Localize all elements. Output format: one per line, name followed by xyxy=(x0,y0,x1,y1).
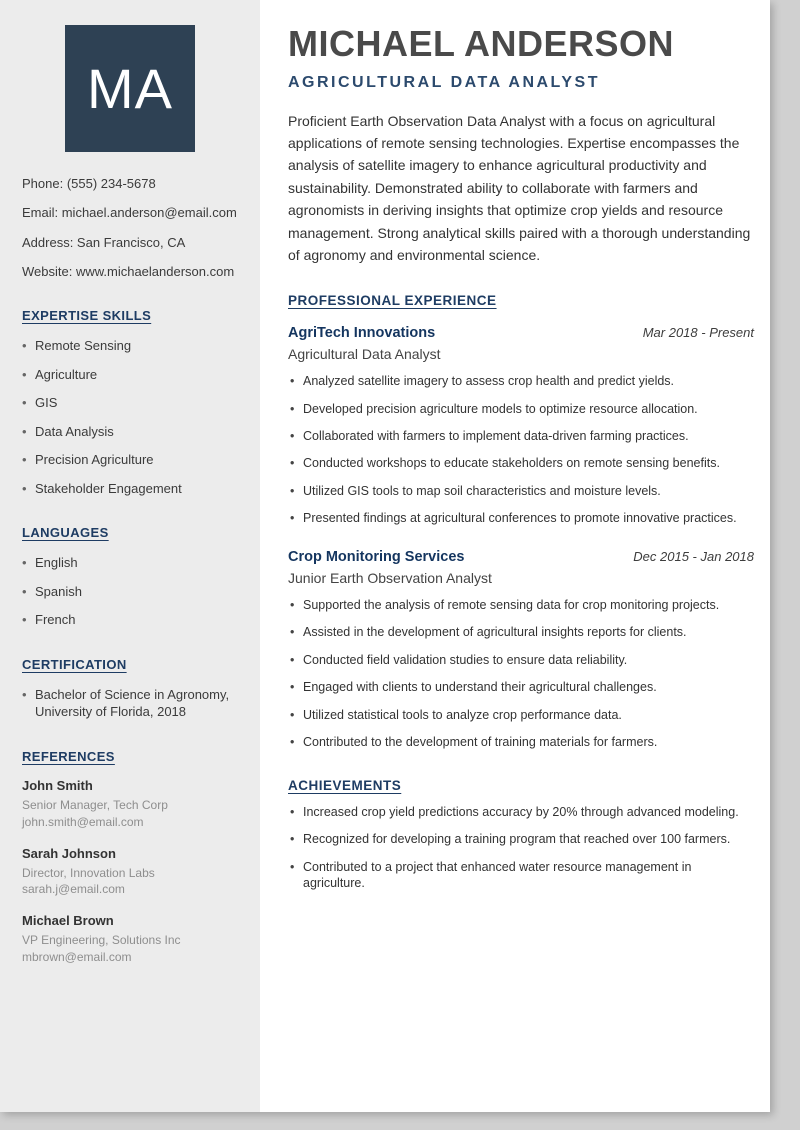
skill-item: • Stakeholder Engagement xyxy=(22,480,238,498)
contact-line: Email: michael.anderson@email.com xyxy=(22,205,237,221)
language-item: • French xyxy=(22,611,238,629)
job-bullet: • Assisted in the development of agricultural insights reports for clients. xyxy=(288,624,754,641)
job-bullet: • Utilized statistical tools to analyze crop performance data. xyxy=(288,707,754,724)
reference-role: VP Engineering, Solutions Inc xyxy=(22,933,181,948)
job-bullet-list xyxy=(288,597,754,751)
expertise-heading: EXPERTISE SKILLS xyxy=(22,308,152,323)
reference-name: Michael Brown xyxy=(22,913,114,929)
summary-text: Proficient Earth Observation Data Analyst with a focus on agricultural applications of remote sensing technologies. Expertise encompasses the analysis of satellite imagery to enhance agricultural productivity and sustainability. Demonstrated ability to collaborate with farmers and agronomists in deriving insights that optimize crop yields and resource management. Strong analytical skills paired with a thorough understanding of agronomy and environmental science. xyxy=(288,112,751,263)
job-bullet: • Collaborated with farmers to implement data-driven farming practices. xyxy=(288,428,754,445)
job-dates: Dec 2015 - Jan 2018 xyxy=(633,549,754,565)
job-entry xyxy=(288,549,754,751)
monogram-initials: MA xyxy=(87,57,173,120)
reference-entry xyxy=(22,913,238,966)
contact-line: Phone: (555) 234-5678 xyxy=(22,176,156,191)
achievement-item: • Increased crop yield predictions accuracy by 20% through advanced modeling. xyxy=(288,804,754,821)
skill-item: • Data Analysis xyxy=(22,423,238,441)
languages-list xyxy=(22,554,238,629)
reference-entry xyxy=(22,846,238,899)
job-header xyxy=(288,325,754,341)
references-section xyxy=(22,749,238,966)
job-bullet: • Contributed to the development of training materials for farmers. xyxy=(288,734,754,751)
certification-item: • Bachelor of Science in Agronomy, University of Florida, 2018 xyxy=(22,686,238,721)
references-list xyxy=(22,778,238,966)
expertise-list xyxy=(22,337,238,497)
company-name: Crop Monitoring Services xyxy=(288,549,465,566)
references-heading: REFERENCES xyxy=(22,749,115,765)
job-bullet: • Conducted workshops to educate stakeholders on remote sensing benefits. xyxy=(288,455,754,472)
reference-email: sarah.j@email.com xyxy=(22,882,125,897)
achievement-item: • Recognized for developing a training program that reached over 100 farmers. xyxy=(288,831,754,848)
skill-item: • GIS xyxy=(22,394,238,412)
job-role: Agricultural Data Analyst xyxy=(288,346,441,363)
job-bullet: • Developed precision agriculture models to optimize resource allocation. xyxy=(288,401,754,418)
main-content xyxy=(260,0,770,1112)
language-item: • Spanish xyxy=(22,583,238,601)
reference-email: john.smith@email.com xyxy=(22,814,144,829)
reference-entry xyxy=(22,778,238,831)
experience-heading: PROFESSIONAL EXPERIENCE xyxy=(288,293,497,309)
certification-heading: CERTIFICATION xyxy=(22,656,127,672)
reference-role: Director, Innovation Labs xyxy=(22,865,155,880)
job-bullet: • Conducted field validation studies to ensure data reliability. xyxy=(288,652,754,669)
achievements-list xyxy=(288,804,754,893)
certification-list xyxy=(22,686,238,721)
job-bullet: • Engaged with clients to understand their agricultural challenges. xyxy=(288,679,754,696)
company-name: AgriTech Innovations xyxy=(288,325,436,342)
job-dates: Mar 2018 - Present xyxy=(642,325,754,341)
skill-item: • Remote Sensing xyxy=(22,337,238,355)
reference-role: Senior Manager, Tech Corp xyxy=(22,798,168,813)
job-entry xyxy=(288,325,754,527)
expertise-section xyxy=(22,308,238,497)
contact-line: Address: San Francisco, CA xyxy=(22,234,186,250)
job-bullet-list xyxy=(288,373,754,527)
reference-name: John Smith xyxy=(22,778,93,794)
job-bullet: • Supported the analysis of remote sensing data for crop monitoring projects. xyxy=(288,597,754,614)
achievements-heading: ACHIEVEMENTS xyxy=(288,777,402,793)
languages-section xyxy=(22,525,238,629)
contact-list xyxy=(22,176,238,280)
monogram-badge xyxy=(65,25,195,152)
certification-section xyxy=(22,657,238,721)
language-item: • English xyxy=(22,554,238,572)
contact-line: Website: www.michaelanderson.com xyxy=(22,263,235,279)
languages-heading: LANGUAGES xyxy=(22,525,109,541)
reference-email: mbrown@email.com xyxy=(22,950,132,964)
skill-item: • Agriculture xyxy=(22,366,238,384)
sidebar xyxy=(0,0,260,1112)
job-header xyxy=(288,549,754,565)
job-bullet: • Analyzed satellite imagery to assess crop health and predict yields. xyxy=(288,373,754,390)
person-title: AGRICULTURAL DATA ANALYST xyxy=(288,73,600,91)
job-bullet: • Presented findings at agricultural conferences to promote innovative practices. xyxy=(288,510,754,527)
job-role: Junior Earth Observation Analyst xyxy=(288,570,492,587)
reference-name: Sarah Johnson xyxy=(22,845,116,861)
person-name: MICHAEL ANDERSON xyxy=(288,23,675,64)
skill-item: • Precision Agriculture xyxy=(22,451,238,469)
job-bullet: • Utilized GIS tools to map soil characteristics and moisture levels. xyxy=(288,483,754,500)
achievement-item: • Contributed to a project that enhanced water resource management in agriculture. xyxy=(288,859,754,893)
